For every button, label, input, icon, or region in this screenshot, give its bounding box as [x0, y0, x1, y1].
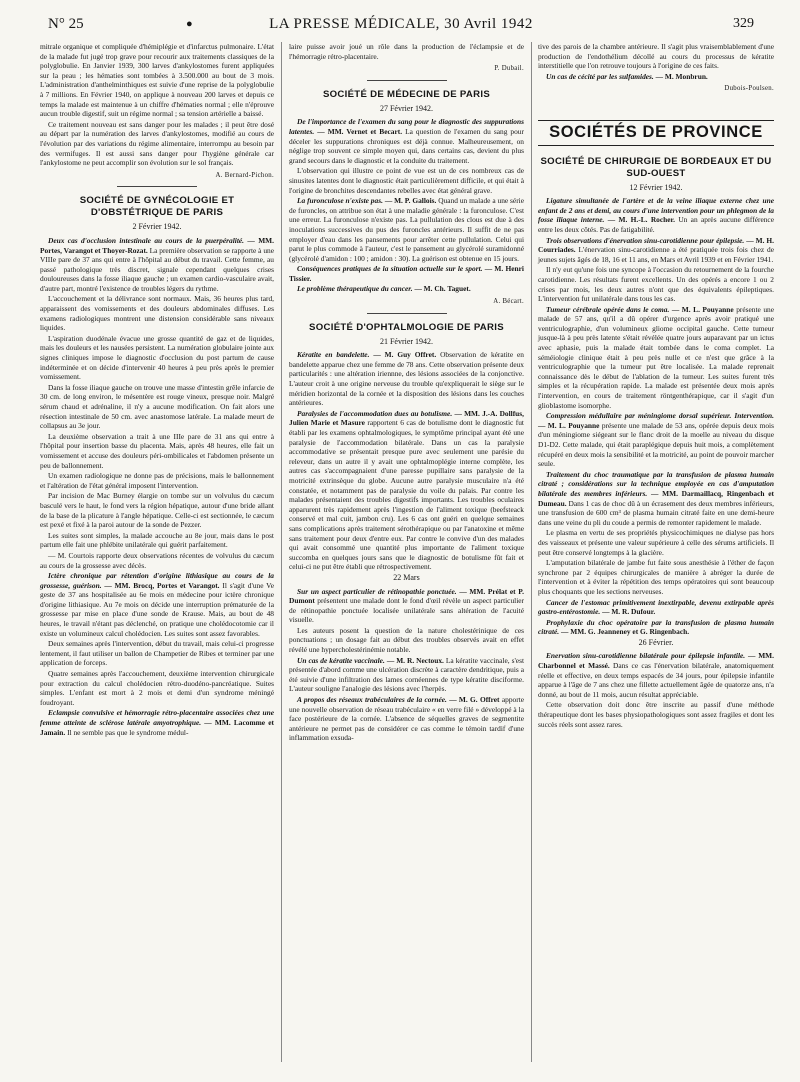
article-title: Paralysies de l'accommodation dues au botulisme.: [297, 408, 453, 418]
article-title: Cancer de l'estomac primitivement inextirpable, devenu extirpable après gastro-entérostomie.: [538, 597, 774, 617]
paragraph: mitrale organique et compliquée d'hémiplégie et d'infarctus pulmonaire. L'état de la malade fut jugé trop grave pour recourir aux traitements classiques de la polyglobulie. En Janvier 1939, 300 larves d'ankylostomes furent appliquées sur la peau ; les hématies sont tombées à 3.500.000 au bout de 3 mois. L'administration d'anthelminthiques est suivie d'une reprise de la polyglobulie à 7 millions. En Février 1940, on applique à nouveau 200 larves et depuis ce temps la malade est maintenue à un chiffre d'hématies normal ; elle n'éprouve aucun trouble digestif, suit un régime normal ; sa tension artérielle a baissé.: [40, 42, 274, 119]
column-divider: [531, 42, 532, 1062]
column-1: [40, 42, 274, 738]
article: [289, 350, 524, 408]
article: [289, 264, 524, 283]
page-header: [48, 16, 754, 38]
article-authors: — M. G. Offret: [449, 695, 500, 705]
article-authors: — M. R. Dufour.: [602, 607, 656, 617]
society-title: SOCIÉTÉ D'OPHTALMOLOGIE DE PARIS: [309, 321, 504, 333]
article-authors: — MM. J.-A. Dollfus, Julien Marie et Masure: [289, 408, 525, 428]
article-title: Le problème thérapeutique du cancer.: [297, 284, 413, 294]
article-authors: — MM. Brocq, Portes et Varangot.: [104, 580, 220, 590]
paragraph: Les auteurs posent la question de la nature cholestérinique de ces ponctuations ; un dosage fait au début des troubles observés avait en effet révélé une hypercholestérinémie notable.: [289, 625, 524, 655]
article-authors: — M. L. Pouyanne: [671, 304, 734, 314]
article-text: présente une malade de 57 ans, qu'il a dû opérer d'urgence après avoir pratiqué une ventriculographie, d'un volumineux gliome occipital gauche. Cette tumeur jusque-là à peu près latente s'était révélée quatre jours auparavant par un ictus avec aphasie, puis la malade était tombée dans le coma complet. La séméiologie clinique était à peu près nulle et ce n'est que grâce à la ventriculographie que la tumeur put être localisée. La malade reprenait connaissance dès le début de l'ablation de la tumeur. Les suites furent très simples et la récupération rapide. La malade est présentée deux mois après l'intervention, en cours de traitement röntgenthérapique, car il s'agit d'un glioblastome isomorphe.: [538, 304, 774, 410]
article-title: La furonculose n'existe pas.: [297, 196, 383, 206]
article-text: Dans ce cas l'énervation bilatérale, anatomiquement réelle et effective, en deux temps espacés de 34 jours, pour épilepsie infantile apparue à l'âge de 7 ans chez une fillette actuellement âgée de quatorze ans, n'a donné, au bout de 11 mois, aucun résultat appréciable.: [538, 661, 774, 699]
article-text: rapportent 6 cas de botulisme dont le diagnostic fut établi par les examens ophtalmologiques, le symptôme principal ayant été une paralysie de l'accommodation bilatérale. Dans un cas la paralysie accommodative se présentait presque pure avec seulement une parésie du releveur, dans un autre il y avait une ophtalmoplégie interne complète, les autres cas s'accompagnaient d'une paresse pupillaire sans paralysie de la motricité extrinsèque du globe. Aucune autre paralysie musculaire n'a été constatée, et notamment pas de paralysie du voile du palais. Par contre les malades présentaient des troubles digestifs importants. Les troubles oculaires apparurent très rapidement après l'ingestion de l'aliment toxique (beefsteack conservé et mal cuit, jambon cru). Les 6 cas ont guéri en quelque semaines sans complications après traitement sérothérapique ou par l'anatoxine et même sans traitement pour deux d'entre eux. Par contre le convive d'un des malades qui avait consommé une quantité plus importante de l'aliment toxique succomba en quelques jours sans que le diagnostic de botulisme fût fait et celui-ci ne put être établi que rétrospectivement.: [289, 418, 524, 572]
session-date: 27 Février 1942.: [379, 103, 434, 113]
article-text: Quand un malade a une série de furoncles, on attribue son état à une maladie générale : la furonculose. C'est une erreur. La furonculose n'existe pas. La pullulation des clous est due à des inoculations successives du pus des furoncles antérieurs. Il suffit de ne pas employer d'eau dans les pansements pour arrêter cette pullulation. Celui qui parut le plus commode à l'auteur, c'est le pansement au glycérolé suramidonné (glycérolé d'amidon : 100 ; amidon : 30). La guérison est obtenue en 15 jours.: [289, 196, 524, 263]
article-title: De l'importance de l'examen du sang pour le diagnostic des suppurations latentes.: [289, 117, 524, 136]
article-title: Deux cas d'occlusion intestinale au cours de la puerpéralité.: [48, 235, 245, 245]
article-authors: — MM. Vernet et Becart.: [317, 126, 403, 136]
section-rule: [367, 80, 447, 81]
paragraph: Quatre semaines après l'accouchement, deuxième intervention chirurgicale pour extraction du calcul cholédocien rétro-duodéno-pancréatique. Suites simples. L'enfant est mort à 2 mois et demi d'un syndrome méningé foudroyant.: [40, 669, 274, 707]
paragraph: Il n'y eut qu'une fois une syncope à l'occasion du retournement de la fourche carotidienne. Les résultats furent excellents. Un des opérés a encore 1 ou 2 crises par mois, les deux autres n'ont que des équivalents épileptiques. L'intervention fut unilatérale dans tous les cas.: [538, 265, 774, 304]
journal-title: LA PRESSE MÉDICALE, 30 Avril 1942: [269, 16, 533, 32]
article: [538, 305, 774, 411]
article-title: Conséquences pratiques de la situation actuelle sur le sport.: [297, 264, 483, 274]
society-title: SOCIÉTÉ DE GYNÉCOLOGIE ET D'OBSTÉTRIQUE DE PARIS: [79, 195, 235, 219]
session-date: 12 Février 1942.: [629, 182, 683, 192]
article: [538, 411, 774, 469]
signature: A. Bernard-Pichon.: [215, 171, 274, 179]
issue-number: N° 25: [48, 16, 84, 32]
paragraph: tive des parois de la chambre antérieure. Il s'agit plus vraisemblablement d'une production de l'endothélium décollé au cours du processus de kératite interstitielle que l'on retrouve toujours à l'origine de ces faits.: [538, 42, 774, 71]
paragraph: Cette observation doit donc être inscrite au passif d'une méthode thérapeutique dont les bases physiopathologiques sont assez fragiles et dont les succès réels sont assez rares.: [538, 700, 774, 729]
article-title: Tumeur cérébrale opérée dans le coma.: [546, 304, 670, 314]
society-title: SOCIÉTÉ DE CHIRURGIE DE BORDEAUX ET DU SUD-OUEST: [540, 155, 772, 179]
article-title: Kératite en bandelette.: [297, 350, 370, 360]
article-title: Trois observations d'énervation sinu-carotidienne pour épilepsie.: [546, 235, 745, 245]
article: [289, 196, 524, 263]
session-date: 21 Février 1942.: [379, 336, 434, 346]
paragraph: Dans la fosse iliaque gauche on trouve une masse d'intestin grêle infarcie de 30 cm. de long environ, le mésentère est rouge vineux, presque noir. Malgré sérum chaud et adrénaline, il n'y a aucune modification. On fait alors une résection intestinale de 50 cm. avec anastomose latérale. La malade meurt de collapsus au 3e jour.: [40, 382, 274, 431]
article-authors: — M. Guy Offret.: [373, 350, 437, 360]
article-text: Il ne semble pas que le syndrome médul-: [67, 727, 189, 737]
paragraph: laire puisse avoir joué un rôle dans la production de l'éclampsie et de l'hémorragie rétro-placentaire.: [289, 42, 524, 61]
article-text: présente une malade de 53 ans, opérée depuis deux mois d'un méningiome siégeant sur le flanc droit de la moelle au niveau du disque D1-D2. Cette malade, qui était paraplégique depuis huit mois, a complètement récupéré en deux mois la sensibilité et la motricité, au point de pouvoir marcher seule.: [538, 420, 775, 469]
article-title: Sur un aspect particulier de rétinopathie ponctuée.: [297, 586, 457, 596]
column-2: [289, 42, 524, 744]
section-rule: [117, 186, 197, 187]
article-text: L'énervation sinu-carotidienne a été pratiquée trois fois chez de jeunes sujets âgés de 18, 16 et 11 ans, en Mars et Avril 1939 et en Février 1941.: [538, 245, 774, 264]
article-authors: — M. R. Nectoux.: [386, 655, 444, 665]
article-title: Eclampsie convulsive et hémorragie rétro-placentaire associées chez une femme atteinte de sclérose latérale amyotrophique.: [40, 708, 274, 727]
article: [538, 196, 774, 234]
article-text: Observation de kératite en bandelette apparue chez une femme de 78 ans. Cette observation présente deux particularités : une altération iriennne, des lésions associées de la conjonctive. L'auteur croit à une origine nerveuse du trouble qu'expliquerait le siège sur le méridien horizontal de la cornée et la disposition des lésions dans les couches antérieures.: [289, 350, 524, 408]
article: [538, 236, 774, 265]
article: [538, 470, 774, 528]
article-text: Dans 1 cas de choc dû à un écrasement des deux membres inférieurs, une transfusion de 600 cm³ de plasma humain citraté faite en une demi-heure dans une veine du pli du coude a permis de remonter rapidement le malade.: [538, 498, 774, 527]
article: [289, 656, 524, 694]
article: [40, 571, 274, 638]
section-banner-title: SOCIÉTÉS DE PROVINCE: [538, 120, 774, 146]
article-text: Un an après aucune différence entre les deux côtés. Pas de fatigabilité.: [538, 215, 774, 234]
article-authors: — MM. Prélat et P. Dumont: [289, 586, 524, 606]
article-text: La première observation se rapporte à une VIIIe pare de 37 ans qui entre à l'hôpital au début du travail. Cette femme, au passé pathologique très discret, signale cependant quelques crises douloureuses dans la fosse iliaque gauche ; un examen cardio-vasculaire avait, d'autre part, montré l'existence de troubles légers du rythme.: [40, 245, 274, 293]
header-dot: ●: [186, 18, 193, 30]
article-authors: — M. P. Gallois.: [384, 196, 437, 206]
paragraph: Deux semaines après l'intervention, début du travail, mais celui-ci progresse lentement, il faut utiliser un ballon de Champetier de Ribes et terminer par une application de forceps.: [40, 639, 274, 668]
article: [289, 409, 524, 572]
article-authors: — MM. Portes, Varangot et Thoyer-Rozat.: [40, 235, 274, 255]
article-title: Un cas de cécité par les sulfamides.: [546, 71, 654, 81]
article-authors: — M. Henri Tissier.: [289, 264, 524, 283]
article-authors: — M. Ch. Taguet.: [414, 284, 471, 294]
article-title: Ictère chronique par rétention d'origine lithiasique au cours de la grossesse, guérison.: [40, 571, 274, 590]
session-date: 26 Février.: [638, 637, 674, 647]
article-title: Traitement du choc traumatique par la transfusion de plasma humain citraté ; considérations sur la technique employée en cas d'amputation bilatérale des membres inférieurs.: [538, 469, 774, 498]
article: [538, 651, 774, 699]
article-authors: — M. H.-L. Rocher.: [607, 215, 675, 225]
article-authors: — MM. Charbonnel et Massé.: [538, 651, 775, 671]
paragraph: Par incision de Mac Burney élargie on tombe sur un volvulus du cæcum basculé vers le haut, le fond vers la région hépatique, autour d'une bride allant de la base de la plicature à l'angle hépatique. Celle-ci est sectionnée, le cæcum est pexé et fixé à la paroi autour de la sonde de Pezzer.: [40, 491, 274, 530]
article-title: Enervation sinu-carotidienne bilatérale pour épilepsie infantile.: [546, 651, 746, 661]
paragraph: L'aspiration duodénale évacue une grosse quantité de gaz et de liquides, mais les douleurs et les nausées persistent. La numération globulaire jointe aux signes cliniques impose le diagnostic d'occlusion du post partum de cause indéterminée et on décide d'intervenir 40 heures à peu près après le premier vomissement.: [40, 333, 274, 382]
paragraph: Ce traitement nouveau est sans danger pour les malades ; il peut être dosé au départ par la numération des larves d'ankylostomes, modifié au cours de l'évolution par des variations du régime alimentaire, interrompu au besoin par des vermifuges. Il est aussi sans danger pour l'hygiène générale car l'ankylostome ne peut accomplir son évolution sur le sol français.: [40, 119, 274, 168]
article-title: Un cas de kératite vaccinale.: [297, 655, 385, 665]
paragraph: La deuxième observation a trait à une IIIe pare de 31 ans qui entre à l'hôpital pour insertion basse du placenta. Mais, après 48 heures, elle fait un vomissement et accuse des douleurs péri-ombilicales et l'abdomen présente un peu de ballonnement.: [40, 431, 274, 470]
paragraph: L'amputation bilatérale de jambe fut faite sous anesthésie à l'éther de façon synchrone par 2 équipes chirurgicales de manière à abréger la durée de l'intervention et à éviter la répétition des temps opératoires qui sont beaucoup plus choquants que les sections nerveuses.: [538, 558, 774, 596]
column-divider: [281, 42, 282, 1062]
article-text: présentent une malade dont le fond d'œil révèle un aspect particulier de rétinopathie ponctuée localisée unilatérale sans altération de l'acuité visuelle.: [289, 596, 524, 625]
society-title: SOCIÉTÉ DE MÉDECINE DE PARIS: [322, 88, 491, 100]
article-authors: — M. Monbrun.: [655, 71, 708, 81]
article-text: Il s'agit d'une Ve geste de 37 ans hospitalisée au 6e mois en médecine pour ictère chronique d'origine lithiasique. Au 7e mois on décide une interruption prématurée de la grossesse par mise en place d'une sonde de Krause. Mais, au bout de 48 heures, le travail n'étant pas déclenché, on pratique une cholédocotomie car il existe un volumineux calcul cholédocien. Les suites sont assez favorables.: [40, 580, 274, 638]
session-date: 2 Février 1942.: [132, 222, 182, 232]
page-number: 329: [733, 16, 754, 31]
signature: A. Bécart.: [493, 298, 524, 306]
article: [289, 587, 524, 625]
article-text: apporte une nouvelle observation de réseau trabéculaire « en verre filé » développé à la face postérieure de la cornée. L'absence de séquelles graves de segmentite antérieure ne permet pas de considérer ce cas comme le témoin tardif d'une inflammation exsuda-: [289, 695, 525, 743]
article-authors: — MM. Darmaillacq, Ringenbach et Dumeau.: [538, 488, 774, 508]
article-title: A propos des réseaux trabéculaires de la cornée.: [297, 695, 447, 705]
paragraph: L'accouchement et la délivrance sont normaux. Mais, 36 heures plus tard, apparaissent des vomissements et des douleurs abdominales diffuses. Les examens radiologiques montrent une distension considérable sans niveaux liquides.: [40, 294, 274, 333]
column-3: [538, 42, 774, 730]
article: [538, 618, 774, 637]
article-text: La kératite vaccinale, s'est présentée d'abord comme une ulcération discrète à caractère dendritique, puis a été suivie d'une infiltration des lames cornéennes de type kératite disciforme. L'auteur souligne l'analogie des lésions avec l'herpès.: [289, 655, 524, 694]
article-authors: — MM. Lacomme et Jamain.: [40, 718, 275, 737]
paragraph: — M. Courtois rapporte deux observations récentes de volvulus du cæcum au cours de la grossesse avec décès.: [40, 550, 274, 570]
article-title: Compression médullaire par méningiome dorsal supérieur. Intervention.: [546, 411, 774, 421]
article: [289, 284, 524, 294]
paragraph: L'observation qui illustre ce point de vue est un de ces nombreux cas de sinusites latentes dont le diagnostic était particulièrement difficile, et qui était à l'origine de bronchites descendantes rebelles avec état général grave.: [289, 166, 524, 195]
paragraph: Les suites sont simples, la malade accouche au 8e jour, mais dans le post partum elle fait une phlébite unilatérale qui guérit parfaitement.: [40, 530, 274, 550]
article-authors: — M. L. Pouyanne: [538, 420, 600, 430]
session-date: 22 Mars: [393, 572, 420, 582]
paragraph: Le plasma en vertu de ses propriétés physicochimiques ne dialyse pas hors des vaisseaux et présente une valeur supérieure à celle des sérums artificiels. Il peut être conservé longtemps à la glacière.: [538, 528, 774, 557]
article: [40, 236, 274, 294]
article-text: La question de l'examen du sang pour déceler les suppurations chroniques est déjà connue. Malheureusement, on néglige trop souvent ce simple moyen qui, dans certains cas, devient du plus grand secours dans le diagnostic et la conduite du traitement.: [289, 126, 524, 165]
signature: P. Dubail.: [494, 65, 524, 73]
article-title: Ligature simultanée de l'artère et de la veine iliaque externe chez une enfant de 2 ans et demi, au cours d'une intervention pour un phlegmon de la fosse iliaque interne.: [538, 196, 774, 225]
article: [40, 708, 274, 737]
paragraph: Un examen radiologique ne donne pas de précisions, mais le ballonnement et l'altération de l'état général imposent l'intervention.: [40, 471, 274, 490]
article: [289, 695, 524, 743]
article-authors: — MM. G. Jeanneney et G. Ringenbach.: [561, 627, 690, 637]
article: [538, 598, 774, 617]
article: [289, 117, 524, 165]
article: [538, 72, 774, 82]
section-rule: [367, 313, 447, 314]
article-authors: — M. H. Courriades.: [538, 235, 775, 255]
signature: Dubois-Poulsen.: [724, 85, 774, 93]
article-title: Prophylaxie du choc opératoire par la transfusion de plasma humain citraté.: [538, 617, 774, 637]
